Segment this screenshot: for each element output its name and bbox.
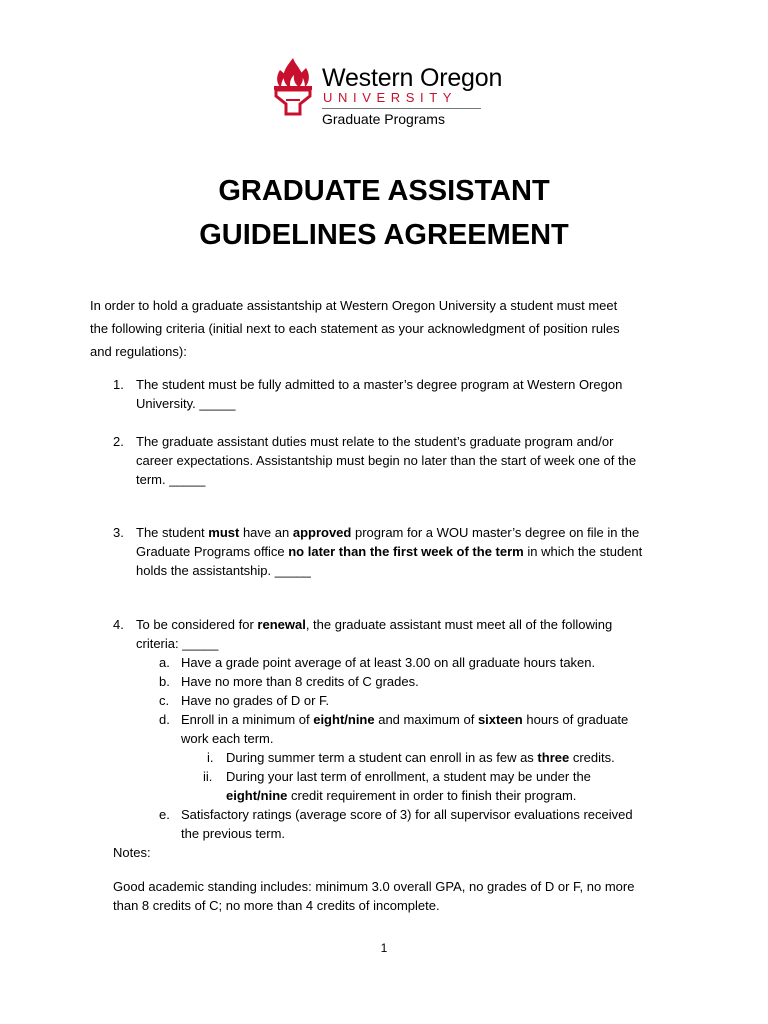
item-3-line-3: holds the assistantship. _____	[136, 563, 311, 578]
item-1-number: 1.	[113, 377, 124, 392]
item-1-line-1: The student must be fully admitted to a master’s degree program at Western Oregon	[136, 377, 623, 392]
intro-line-2: the following criteria (initial next to each statement as your acknowledgment of position rules	[90, 321, 620, 336]
university-logo	[270, 56, 510, 132]
sub-item-d-line-1	[181, 710, 628, 729]
sub-item-d-line-2: work each term.	[181, 731, 274, 746]
item-1-line-2: University. _____	[136, 396, 236, 411]
text-run: credits.	[569, 750, 615, 765]
text-run: and maximum of	[374, 712, 478, 727]
sub-item-d-letter: d.	[159, 712, 170, 727]
item-2-line-1: The graduate assistant duties must relate to the student’s graduate program and/or	[136, 434, 614, 449]
logo-university-name: Western Oregon	[322, 64, 503, 92]
sub-item-e-line-2: the previous term.	[181, 826, 286, 841]
emphasis-approved: approved	[292, 525, 352, 540]
emphasis-must: must	[208, 525, 240, 540]
item-2-number: 2.	[113, 434, 124, 449]
emphasis-deadline: no later than the first week of the term	[288, 544, 524, 559]
text-run: Graduate Programs office	[136, 544, 289, 559]
torch-flame-icon	[270, 56, 316, 116]
item-4-line-1	[136, 615, 612, 634]
logo-university-word: UNIVERSITY	[323, 90, 458, 105]
text-run: During summer term a student can enroll in as few as	[226, 750, 538, 765]
item-4-line-2: criteria: _____	[136, 636, 219, 651]
text-run: Enroll in a minimum of	[181, 712, 314, 727]
text-run: To be considered for	[136, 617, 258, 632]
logo-subtitle: Graduate Programs	[322, 111, 445, 127]
item-3-line-1	[136, 523, 639, 542]
logo-divider	[322, 108, 481, 109]
emphasis-sixteen: sixteen	[477, 712, 523, 727]
text-run: The student	[136, 525, 209, 540]
emphasis-three: three	[537, 750, 570, 765]
sub-item-b-text: Have no more than 8 credits of C grades.	[181, 674, 419, 689]
notes-line-2: than 8 credits of C; no more than 4 credits of incomplete.	[113, 898, 440, 913]
item-3-line-2	[136, 542, 642, 561]
emphasis-renewal: renewal	[257, 617, 306, 632]
sub-item-c-letter: c.	[159, 693, 170, 708]
item-2-line-2: career expectations. Assistantship must begin no later than the start of week one of the	[136, 453, 637, 468]
intro-line-3: and regulations):	[90, 344, 187, 359]
sub-item-a-letter: a.	[159, 655, 170, 670]
notes-line-1: Good academic standing includes: minimum 3.0 overall GPA, no grades of D or F, no more	[113, 879, 635, 894]
sub-sub-item-ii-line-2	[226, 786, 576, 805]
sub-item-e-line-1: Satisfactory ratings (average score of 3) for all supervisor evaluations received	[181, 807, 633, 822]
emphasis-eight-nine: eight/nine	[226, 788, 288, 803]
item-2-line-3: term. _____	[136, 472, 206, 487]
text-run: , the graduate assistant must meet all of the following	[305, 617, 613, 632]
notes-label: Notes:	[113, 845, 151, 860]
sub-sub-item-ii-numeral: ii.	[203, 769, 213, 784]
emphasis-eight-nine: eight/nine	[313, 712, 375, 727]
text-run: have an	[239, 525, 293, 540]
sub-sub-item-i-text	[226, 748, 615, 767]
text-run: hours of graduate	[522, 712, 629, 727]
document-title-line-2: GUIDELINES AGREEMENT	[199, 219, 569, 251]
page-number: 1	[380, 941, 388, 955]
intro-line-1: In order to hold a graduate assistantship at Western Oregon University a student must meet	[90, 298, 618, 313]
sub-sub-item-i-numeral: i.	[207, 750, 214, 765]
item-4-number: 4.	[113, 617, 124, 632]
sub-item-a-text: Have a grade point average of at least 3.00 on all graduate hours taken.	[181, 655, 596, 670]
sub-sub-item-ii-line-1: During your last term of enrollment, a student may be under the	[226, 769, 591, 784]
document-title-line-1: GRADUATE ASSISTANT	[218, 175, 550, 207]
sub-item-e-letter: e.	[159, 807, 170, 822]
sub-item-c-text: Have no grades of D or F.	[181, 693, 330, 708]
text-run: in which the student	[523, 544, 643, 559]
text-run: program for a WOU master’s degree on file in the	[351, 525, 640, 540]
text-run: credit requirement in order to finish their program.	[287, 788, 577, 803]
item-3-number: 3.	[113, 525, 124, 540]
sub-item-b-letter: b.	[159, 674, 170, 689]
